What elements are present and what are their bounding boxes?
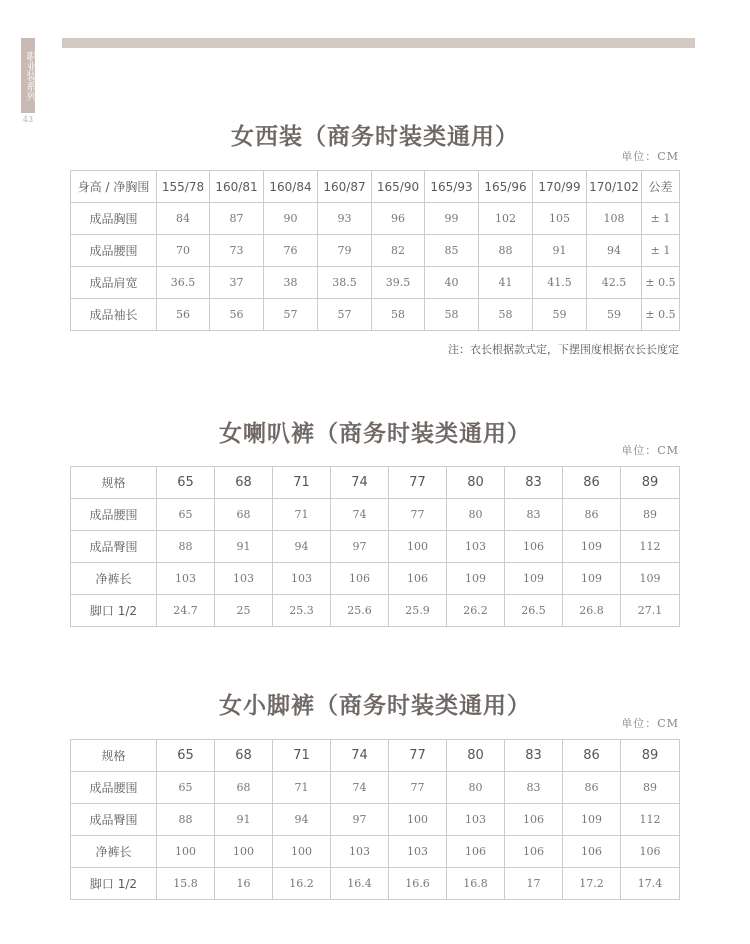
- value-cell: 39.5: [372, 267, 425, 299]
- value-cell: 76: [264, 235, 318, 267]
- value-cell: 100: [215, 836, 273, 868]
- value-cell: 94: [273, 804, 331, 836]
- value-cell: 65: [157, 499, 215, 531]
- value-cell: 38.5: [318, 267, 372, 299]
- value-cell: 91: [215, 804, 273, 836]
- value-cell: 24.7: [157, 595, 215, 627]
- header-cell: 89: [621, 740, 680, 772]
- value-cell: 91: [533, 235, 587, 267]
- value-cell: 106: [505, 531, 563, 563]
- value-cell: 87: [210, 203, 264, 235]
- value-cell: 84: [157, 203, 210, 235]
- value-cell: 40: [425, 267, 479, 299]
- value-cell: 41: [479, 267, 533, 299]
- header-cell: 165/96: [479, 171, 533, 203]
- table-row: [71, 772, 680, 804]
- header-cell: 65: [157, 467, 215, 499]
- header-cell: 77: [389, 467, 447, 499]
- value-cell: 82: [372, 235, 425, 267]
- value-cell: 73: [210, 235, 264, 267]
- value-cell: 74: [331, 772, 389, 804]
- header-cell: 80: [447, 467, 505, 499]
- value-cell: 90: [264, 203, 318, 235]
- row-label-cell: 成品臀围: [71, 531, 157, 563]
- value-cell: 109: [563, 563, 621, 595]
- table-row: [71, 235, 680, 267]
- header-cell: 68: [215, 740, 273, 772]
- header-cell: 77: [389, 740, 447, 772]
- row-label-cell: 成品腰围: [71, 499, 157, 531]
- page-number: 43: [22, 115, 34, 124]
- value-cell: 105: [533, 203, 587, 235]
- size-table-skinny-pants: [70, 739, 680, 900]
- header-cell: 86: [563, 467, 621, 499]
- value-cell: ± 0.5: [642, 267, 680, 299]
- table-row: [71, 868, 680, 900]
- value-cell: 16: [215, 868, 273, 900]
- unit-label: 单位：CM: [621, 444, 679, 457]
- value-cell: 25: [215, 595, 273, 627]
- value-cell: 83: [505, 499, 563, 531]
- value-cell: 91: [215, 531, 273, 563]
- table-row: [71, 595, 680, 627]
- header-cell: 74: [331, 740, 389, 772]
- header-cell: 160/81: [210, 171, 264, 203]
- value-cell: 86: [563, 499, 621, 531]
- value-cell: 93: [318, 203, 372, 235]
- value-cell: 77: [389, 499, 447, 531]
- value-cell: 16.8: [447, 868, 505, 900]
- header-cell: 160/87: [318, 171, 372, 203]
- table-header-row: [71, 171, 680, 203]
- value-cell: 26.8: [563, 595, 621, 627]
- value-cell: 26.2: [447, 595, 505, 627]
- value-cell: 108: [587, 203, 642, 235]
- value-cell: 103: [447, 804, 505, 836]
- value-cell: 97: [331, 531, 389, 563]
- value-cell: 58: [372, 299, 425, 331]
- table-row: [71, 299, 680, 331]
- value-cell: 57: [264, 299, 318, 331]
- value-cell: 79: [318, 235, 372, 267]
- value-cell: 71: [273, 499, 331, 531]
- unit-label: 单位：CM: [621, 150, 679, 163]
- header-cell: 83: [505, 740, 563, 772]
- value-cell: 106: [331, 563, 389, 595]
- value-cell: 100: [389, 804, 447, 836]
- header-cell: 74: [331, 467, 389, 499]
- value-cell: 17.4: [621, 868, 680, 900]
- value-cell: 100: [389, 531, 447, 563]
- header-cell: 71: [273, 740, 331, 772]
- value-cell: 71: [273, 772, 331, 804]
- header-cell: 80: [447, 740, 505, 772]
- value-cell: 106: [389, 563, 447, 595]
- value-cell: 56: [210, 299, 264, 331]
- header-cell: 89: [621, 467, 680, 499]
- unit-label: 单位：CM: [621, 717, 679, 730]
- value-cell: 100: [157, 836, 215, 868]
- value-cell: 109: [621, 563, 680, 595]
- value-cell: 102: [479, 203, 533, 235]
- value-cell: 88: [157, 531, 215, 563]
- row-label-cell: 净裤长: [71, 563, 157, 595]
- value-cell: 89: [621, 772, 680, 804]
- value-cell: 56: [157, 299, 210, 331]
- row-label-cell: 成品袖长: [71, 299, 157, 331]
- value-cell: 88: [479, 235, 533, 267]
- value-cell: 86: [563, 772, 621, 804]
- value-cell: 41.5: [533, 267, 587, 299]
- value-cell: 94: [587, 235, 642, 267]
- value-cell: 103: [447, 531, 505, 563]
- value-cell: 97: [331, 804, 389, 836]
- value-cell: 65: [157, 772, 215, 804]
- table-row: [71, 267, 680, 299]
- value-cell: 17: [505, 868, 563, 900]
- value-cell: 68: [215, 772, 273, 804]
- value-cell: 109: [563, 531, 621, 563]
- value-cell: 80: [447, 772, 505, 804]
- section-title-suit: 女西装（商务时装类通用）: [231, 123, 519, 150]
- value-cell: 103: [215, 563, 273, 595]
- value-cell: ± 0.5: [642, 299, 680, 331]
- row-label-cell: 成品臀围: [71, 804, 157, 836]
- row-label-cell: 成品腰围: [71, 235, 157, 267]
- header-cell: 公差: [642, 171, 680, 203]
- header-cell: 83: [505, 467, 563, 499]
- value-cell: 27.1: [621, 595, 680, 627]
- value-cell: 106: [563, 836, 621, 868]
- value-cell: 112: [621, 804, 680, 836]
- header-cell: 身高 / 净胸围: [71, 171, 157, 203]
- value-cell: 103: [273, 563, 331, 595]
- table-header-row: [71, 467, 680, 499]
- value-cell: 106: [447, 836, 505, 868]
- value-cell: 36.5: [157, 267, 210, 299]
- table-row: [71, 804, 680, 836]
- value-cell: 106: [505, 804, 563, 836]
- header-cell: 165/93: [425, 171, 479, 203]
- section-title-flared-pants: 女喇叭裤（商务时装类通用）: [219, 420, 531, 447]
- value-cell: ± 1: [642, 235, 680, 267]
- value-cell: 100: [273, 836, 331, 868]
- header-cell: 86: [563, 740, 621, 772]
- table-row: [71, 203, 680, 235]
- value-cell: 70: [157, 235, 210, 267]
- value-cell: 103: [157, 563, 215, 595]
- value-cell: 96: [372, 203, 425, 235]
- size-table-flared-pants: [70, 466, 680, 627]
- row-label-cell: 成品胸围: [71, 203, 157, 235]
- value-cell: 94: [273, 531, 331, 563]
- row-label-cell: 脚口 1/2: [71, 868, 157, 900]
- header-cell: 170/102: [587, 171, 642, 203]
- header-cell: 165/90: [372, 171, 425, 203]
- size-table-suit: [70, 170, 680, 331]
- value-cell: 109: [563, 804, 621, 836]
- value-cell: 37: [210, 267, 264, 299]
- value-cell: 17.2: [563, 868, 621, 900]
- value-cell: 109: [505, 563, 563, 595]
- value-cell: 16.4: [331, 868, 389, 900]
- header-cell: 71: [273, 467, 331, 499]
- value-cell: 57: [318, 299, 372, 331]
- value-cell: 68: [215, 499, 273, 531]
- table-row: [71, 836, 680, 868]
- value-cell: 59: [587, 299, 642, 331]
- row-label-cell: 脚口 1/2: [71, 595, 157, 627]
- table-row: [71, 531, 680, 563]
- value-cell: 15.8: [157, 868, 215, 900]
- row-label-cell: 成品肩宽: [71, 267, 157, 299]
- value-cell: 103: [389, 836, 447, 868]
- header-cell: 规格: [71, 740, 157, 772]
- table-row: [71, 563, 680, 595]
- table-note: 注：衣长根据款式定，下摆围度根据衣长长度定: [448, 343, 679, 356]
- section-title-skinny-pants: 女小脚裤（商务时装类通用）: [219, 692, 531, 719]
- value-cell: 80: [447, 499, 505, 531]
- header-cell: 65: [157, 740, 215, 772]
- value-cell: 25.9: [389, 595, 447, 627]
- header-cell: 170/99: [533, 171, 587, 203]
- value-cell: 106: [621, 836, 680, 868]
- value-cell: 25.6: [331, 595, 389, 627]
- row-label-cell: 净裤长: [71, 836, 157, 868]
- value-cell: 58: [425, 299, 479, 331]
- value-cell: 58: [479, 299, 533, 331]
- value-cell: 16.2: [273, 868, 331, 900]
- table-row: [71, 499, 680, 531]
- value-cell: 38: [264, 267, 318, 299]
- value-cell: 109: [447, 563, 505, 595]
- header-cell: 160/84: [264, 171, 318, 203]
- value-cell: 99: [425, 203, 479, 235]
- row-label-cell: 成品腰围: [71, 772, 157, 804]
- sidebar-section-tab: 职业装系列: [21, 38, 35, 113]
- value-cell: 74: [331, 499, 389, 531]
- value-cell: ± 1: [642, 203, 680, 235]
- value-cell: 42.5: [587, 267, 642, 299]
- value-cell: 103: [331, 836, 389, 868]
- value-cell: 89: [621, 499, 680, 531]
- value-cell: 88: [157, 804, 215, 836]
- value-cell: 16.6: [389, 868, 447, 900]
- value-cell: 77: [389, 772, 447, 804]
- value-cell: 26.5: [505, 595, 563, 627]
- value-cell: 106: [505, 836, 563, 868]
- value-cell: 85: [425, 235, 479, 267]
- header-cell: 规格: [71, 467, 157, 499]
- value-cell: 25.3: [273, 595, 331, 627]
- table-header-row: [71, 740, 680, 772]
- value-cell: 112: [621, 531, 680, 563]
- header-cell: 68: [215, 467, 273, 499]
- value-cell: 59: [533, 299, 587, 331]
- value-cell: 83: [505, 772, 563, 804]
- top-decorative-bar: [62, 38, 695, 48]
- header-cell: 155/78: [157, 171, 210, 203]
